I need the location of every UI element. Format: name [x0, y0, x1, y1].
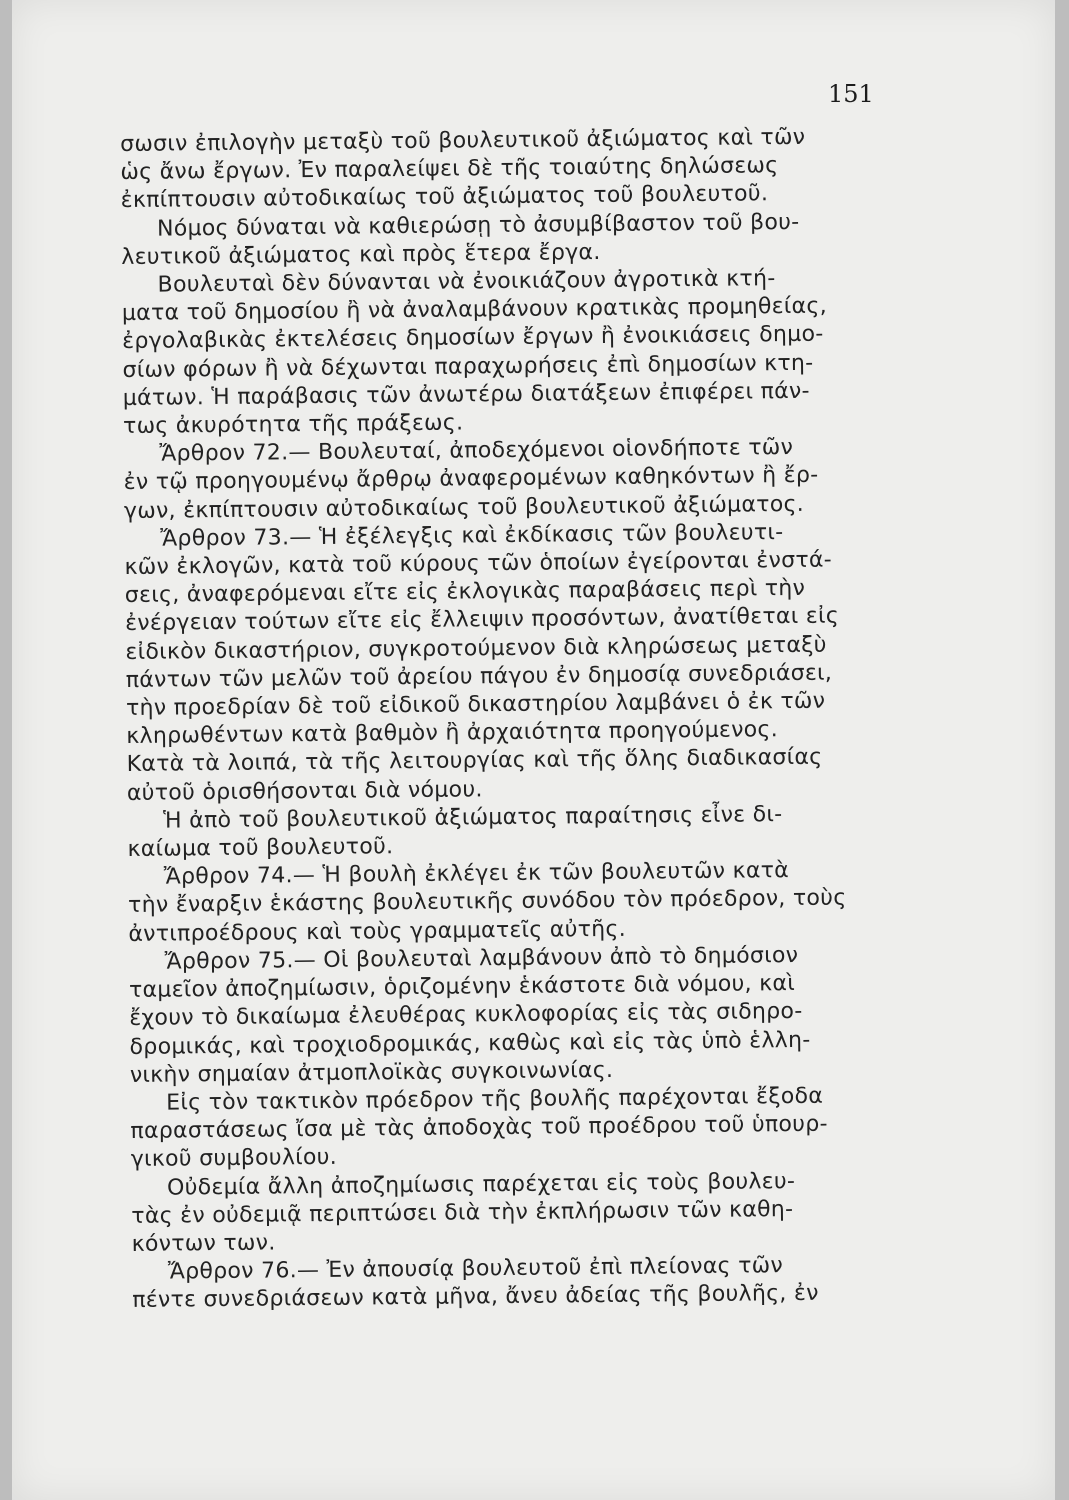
text-line: πάντων τῶν μελῶν τοῦ ἀρείου πάγου ἐν δημοσίᾳ συνεδριάσει,: [125, 660, 833, 693]
article-heading-line: Ἄρθρον 75.— Οἱ βουλευταὶ λαμβάνουν ἀπὸ τὸ δημόσιον: [164, 942, 799, 975]
text-line: ὡς ἄνω ἔργων. Ἐν παραλείψει δὲ τῆς τοιαύτης δηλώσεως: [120, 153, 779, 186]
text-line: ἐκπίπτουσιν αὐτοδικαίως τοῦ ἀξιώματος τοῦ βουλευτοῦ.: [120, 181, 769, 214]
text-line: κόντων των.: [131, 1230, 276, 1257]
text-line: ἐνέργειαν τούτων εἴτε εἰς ἔλλειψιν προσόντων, ἀνατίθεται εἰς: [125, 603, 840, 637]
text-line: ἐν τῷ προηγουμένῳ ἄρθρῳ ἀναφερομένων καθηκόντων ἢ ἔρ-: [123, 463, 819, 496]
text-line: μάτων. Ἡ παράβασις τῶν ἀνωτέρω διατάξεων ἐπιφέρει πάν-: [122, 378, 810, 411]
text-line: δρομικάς, καὶ τροχιοδρομικάς, καθὼς καὶ εἰς τὰς ὑπὸ ἑλλη-: [129, 1027, 811, 1060]
text-line: γικοῦ συμβουλίου.: [130, 1145, 338, 1173]
text-line: τὴν προεδρίαν δὲ τοῦ εἰδικοῦ δικαστηρίου λαμβάνει ὁ ἐκ τῶν: [125, 688, 826, 722]
text-line: σεις, ἀναφερόμεναι εἴτε εἰς ἐκλογικὰς παραβάσεις περὶ τὴν: [124, 576, 806, 609]
text-line: γων, ἐκπίπτουσιν αὐτοδικαίως τοῦ βουλευτικοῦ ἀξιώματος.: [123, 491, 805, 524]
text-line: σίων φόρων ἢ νὰ δέχωνται παραχωρήσεις ἐπὶ δημοσίων κτη-: [122, 350, 814, 383]
text-line: ταμεῖον ἀποζημίωσιν, ὁριζομένην ἑκάστοτε διὰ νόμου, καὶ: [128, 971, 796, 1004]
text-line: Ἡ ἀπὸ τοῦ βουλευτικοῦ ἀξιώματος παραίτησις εἶνε δι-: [163, 801, 783, 834]
text-line: λευτικοῦ ἀξιώματος καὶ πρὸς ἕτερα ἔργα.: [121, 239, 601, 270]
text-line: ἀντιπροέδρους καὶ τοὺς γραμματεῖς αὐτῆς.: [128, 916, 627, 947]
text-line: κῶν ἐκλογῶν, κατὰ τοῦ κύρους τῶν ὁποίων ἐγείρονται ἐνστά-: [124, 547, 833, 581]
text-line: ματα τοῦ δημοσίου ἢ νὰ ἀναλαμβάνουν κρατικὰς προμηθείας,: [121, 293, 828, 327]
text-line: Νόμος δύναται νὰ καθιερώσῃ τὸ ἀσυμβίβαστον τοῦ βου-: [156, 209, 800, 242]
text-line: κληρωθέντων κατὰ βαθμὸν ἢ ἀρχαιότητα προηγούμενος.: [126, 717, 779, 750]
text-line: παραστάσεως ἴσα μὲ τὰς ἀποδοχὰς τοῦ προέδρου τοῦ ὑπουρ-: [130, 1111, 828, 1145]
article-heading-line: Ἄρθρον 76.— Ἐν ἀπουσίᾳ βουλευτοῦ ἐπὶ πλείονας τῶν: [167, 1253, 784, 1285]
article-heading-line: Ἄρθρον 73.— Ἡ ἐξέλεγξις καὶ ἐκδίκασις τῶν βουλευτι-: [160, 519, 784, 552]
text-line: καίωμα τοῦ βουλευτοῦ.: [127, 834, 394, 863]
text-line: σωσιν ἐπιλογὴν μεταξὺ τοῦ βουλευτικοῦ ἀξιώματος καὶ τῶν: [120, 124, 806, 157]
text-line: ἔχουν τὸ δικαίωμα ἐλευθέρας κυκλοφορίας εἰς τὰς σιδηρο-: [129, 999, 803, 1032]
text-line: τὰς ἐν οὐδεμιᾷ περιπτώσει διὰ τὴν ἐκπλήρωσιν τῶν καθη-: [131, 1196, 794, 1229]
document-page: [12, 0, 1055, 1500]
text-line: Οὐδεμία ἄλλη ἀποζημίωσις παρέχεται εἰς τοὺς βουλευ-: [166, 1168, 796, 1201]
text-line: ἐργολαβικὰς ἐκτελέσεις δημοσίων ἔργων ἢ ἐνοικιάσεις δημο-: [122, 322, 824, 355]
text-line: Βουλευταὶ δὲν δύνανται νὰ ἐνοικιάζουν ἀγροτικὰ κτή-: [157, 266, 776, 298]
text-line: πέντε συνεδριάσεων κατὰ μῆνα, ἄνευ ἀδείας τῆς βουλῆς, ἐν: [132, 1281, 819, 1314]
text-line: τὴν ἔναρξιν ἑκάστης βουλευτικῆς συνόδου τὸν πρόεδρον, τοὺς: [127, 885, 847, 919]
text-line: εἰδικὸν δικαστήριον, συγκροτούμενον διὰ κληρώσεως μεταξὺ: [125, 632, 827, 665]
text-line: αὐτοῦ ὁρισθήσονται διὰ νόμου.: [126, 776, 483, 806]
article-heading-line: Ἄρθρον 74.— Ἡ βουλὴ ἐκλέγει ἐκ τῶν βουλευτῶν κατὰ: [163, 858, 790, 890]
page-number: 151: [828, 80, 874, 108]
article-heading-line: Ἄρθρον 72.— Βουλευταί, ἀποδεχόμενοι οἱονδήποτε τῶν: [159, 435, 794, 467]
body-text: [120, 123, 907, 1316]
text-line: νικὴν σημαίαν ἀτμοπλοϊκὰς συγκοινωνίας.: [129, 1057, 614, 1088]
text-line: Εἰς τὸν τακτικὸν πρόεδρον τῆς βουλῆς παρέχονται ἔξοδα: [166, 1083, 824, 1116]
text-line: Κατὰ τὰ λοιπά, τὰ τῆς λειτουργίας καὶ τῆς ὅλης διαδικασίας: [126, 745, 823, 778]
text-line: τως ἀκυρότητα τῆς πράξεως.: [122, 410, 464, 440]
